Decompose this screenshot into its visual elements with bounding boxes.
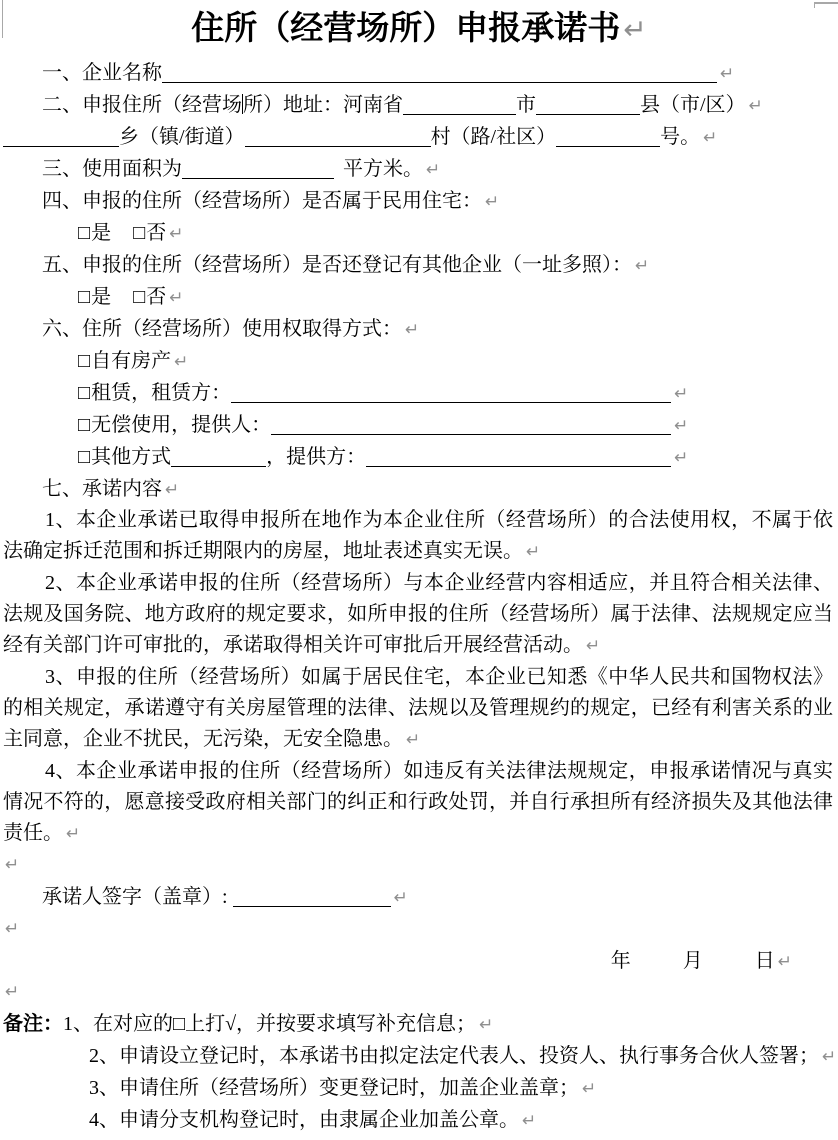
checkbox-own-property[interactable]: □ bbox=[78, 350, 92, 372]
notes-label: 备注： bbox=[3, 1013, 63, 1035]
empty-paragraph bbox=[0, 977, 838, 1008]
paragraph-mark-icon: ↵ bbox=[485, 192, 500, 212]
usage-right-label: 六、住所（经营场所）使用权取得方式： bbox=[42, 318, 402, 340]
residential-no-label: 否 bbox=[146, 222, 167, 244]
commitment-paragraph-2 bbox=[0, 568, 838, 662]
note-line-1 bbox=[0, 1008, 838, 1040]
paragraph-mark-icon: ↵ bbox=[777, 952, 792, 972]
item-company-name-line bbox=[0, 57, 838, 89]
free-use-label: 无偿使用，提供人： bbox=[91, 414, 272, 436]
paragraph-mark-icon: ↵ bbox=[822, 1047, 837, 1067]
residential-options-line bbox=[0, 217, 838, 249]
blank-signature[interactable] bbox=[233, 886, 391, 907]
paragraph-mark-icon: ↵ bbox=[169, 288, 184, 308]
empty-paragraph bbox=[0, 914, 838, 945]
paragraph-mark-icon: ↵ bbox=[720, 64, 735, 84]
checkbox-free-use[interactable]: □ bbox=[78, 414, 92, 436]
number-label: 号。 bbox=[660, 126, 701, 148]
item-address-line bbox=[0, 89, 838, 121]
commitment-header-label: 七、承诺内容 bbox=[42, 478, 162, 500]
item-address-line2 bbox=[0, 121, 838, 153]
item-usage-right-line bbox=[0, 313, 838, 345]
paragraph-mark-icon: ↵ bbox=[582, 1079, 597, 1099]
item-area-line bbox=[0, 153, 838, 185]
residential-question-label: 四、申报的住所（经营场所）是否属于民用住宅： bbox=[42, 190, 482, 212]
date-day-label: 日 bbox=[754, 950, 775, 972]
commitment-text-3: 3、申报的住所（经营场所）如属于居民住宅，本企业已知悉《中华人民共和国物权法》的相关规定，承诺遵守有关房屋管理的法律、法规以及管理规约的规定，已经有利害关系的业主同意，企业不扰民，无污染，无安全隐患。 bbox=[3, 666, 833, 750]
paragraph-mark-icon: ↵ bbox=[165, 480, 180, 500]
paragraph-mark-icon: ↵ bbox=[526, 542, 541, 562]
note-item-2: 2、申请设立登记时，本承诺书由拟定法定代表人、投资人、执行事务合伙人签署； bbox=[89, 1045, 819, 1067]
paragraph-mark-icon: ↵ bbox=[5, 919, 20, 939]
paragraph-mark-icon: ↵ bbox=[406, 730, 421, 750]
note-line-3 bbox=[0, 1072, 838, 1104]
paragraph-mark-icon: ↵ bbox=[174, 352, 189, 372]
note-item-4: 4、申请分支机构登记时，由隶属企业加盖公章。 bbox=[89, 1109, 519, 1131]
date-year-label: 年 bbox=[610, 950, 631, 972]
blank-other-method[interactable] bbox=[171, 446, 266, 467]
area-unit-label: 平方米。 bbox=[343, 158, 423, 180]
paragraph-mark-icon: ↵ bbox=[5, 982, 20, 1002]
paragraph-mark-icon: ↵ bbox=[674, 384, 689, 404]
area-label: 三、使用面积为 bbox=[42, 158, 182, 180]
paragraph-mark-icon: ↵ bbox=[393, 888, 408, 908]
paragraph-mark-icon: ↵ bbox=[66, 824, 81, 844]
address-label-suffix: 所）地址： bbox=[243, 94, 343, 116]
multi-license-question-label: 五、申报的住所（经营场所）是否还登记有其他企业（一址多照）： bbox=[42, 254, 632, 276]
item-multi-license-line bbox=[0, 249, 838, 281]
commitment-text-1: 1、本企业承诺已取得申报所在地作为本企业住所（经营场所）的合法使用权，不属于依法确定拆迁范围和拆迁期限内的房屋，地址表述真实无误。 bbox=[3, 509, 833, 562]
text-boundary-mark-left bbox=[2, 0, 3, 38]
commitment-text-4: 4、本企业承诺申报的住所（经营场所）如违反有关法律法规规定，申报承诺情况与真实情况不符的，愿意接受政府相关部门的纠正和行政处罚，并自行承担所有经济损失及其他法律责任。 bbox=[3, 760, 833, 844]
commitment-paragraph-4 bbox=[0, 756, 838, 850]
note-line-2 bbox=[0, 1040, 838, 1072]
blank-village-name[interactable] bbox=[245, 126, 431, 147]
checkbox-residential-yes[interactable]: □ bbox=[78, 222, 92, 244]
checkbox-multi-license-yes[interactable]: □ bbox=[78, 286, 92, 308]
commitment-paragraph-1 bbox=[0, 505, 838, 568]
note-item-3: 3、申请住所（经营场所）变更登记时，加盖企业盖章； bbox=[89, 1077, 579, 1099]
paragraph-mark-icon: ↵ bbox=[674, 416, 689, 436]
township-label: 乡（镇/街道） bbox=[119, 126, 245, 148]
province-value: 河南省 bbox=[343, 94, 403, 116]
paragraph-mark-icon: ↵ bbox=[586, 636, 601, 656]
checkbox-lease[interactable]: □ bbox=[78, 382, 92, 404]
option-own-property-line bbox=[0, 345, 838, 377]
checkbox-residential-no[interactable]: □ bbox=[133, 222, 147, 244]
note-line-4 bbox=[0, 1104, 838, 1136]
date-month-label: 月 bbox=[682, 950, 703, 972]
blank-provider-party[interactable] bbox=[366, 446, 671, 467]
blank-area-value[interactable] bbox=[182, 158, 334, 179]
item-residential-line bbox=[0, 185, 838, 217]
address-label-prefix: 二、申报住所（经营场 bbox=[42, 94, 242, 116]
paragraph-mark-icon: ↵ bbox=[5, 855, 20, 875]
text-boundary-mark-right bbox=[814, 2, 838, 8]
page-title: 住所（经营场所）申报承诺书 bbox=[191, 11, 621, 47]
paragraph-mark-icon: ↵ bbox=[703, 128, 718, 148]
multi-license-no-label: 否 bbox=[146, 286, 167, 308]
signature-line bbox=[0, 881, 838, 914]
signature-label: 承诺人签字（盖章）: bbox=[42, 886, 233, 908]
blank-street-number[interactable] bbox=[556, 126, 660, 147]
company-name-label: 一、企业名称 bbox=[42, 62, 162, 84]
other-provider-label: ，提供方： bbox=[266, 446, 367, 468]
lease-label: 租赁，租赁方： bbox=[91, 382, 232, 404]
paragraph-mark-icon: ↵ bbox=[522, 1111, 537, 1131]
date-line bbox=[0, 945, 838, 977]
checkbox-other-method[interactable]: □ bbox=[78, 446, 92, 468]
paragraph-mark-icon: ↵ bbox=[169, 224, 184, 244]
other-method-label: 其他方式 bbox=[91, 446, 172, 468]
blank-provider-person[interactable] bbox=[271, 414, 671, 435]
commitment-paragraph-3 bbox=[0, 662, 838, 756]
option-lease-line bbox=[0, 377, 838, 409]
paragraph-mark-icon: ↵ bbox=[748, 96, 763, 116]
village-label: 村（路/社区） bbox=[430, 126, 557, 148]
blank-township-name[interactable] bbox=[3, 126, 119, 147]
paragraph-mark-icon: ↵ bbox=[674, 448, 689, 468]
blank-lessor-name[interactable] bbox=[231, 382, 671, 403]
paragraph-mark-icon: ↵ bbox=[635, 256, 650, 276]
checkbox-multi-license-no[interactable]: □ bbox=[133, 286, 147, 308]
city-label: 市 bbox=[516, 94, 536, 116]
option-other-line bbox=[0, 441, 838, 473]
own-property-label: 自有房产 bbox=[91, 350, 172, 372]
multi-license-options-line bbox=[0, 281, 838, 313]
commitment-text-2: 2、本企业承诺申报的住所（经营场所）与本企业经营内容相适应，并且符合相关法律、法规及国务院、地方政府的规定要求，如所申报的住所（经营场所）属于法律、法规规定应当经有关部门许可审批的，承诺取得相关许可审批后开展经营活动。 bbox=[3, 572, 833, 656]
residential-yes-label: 是 bbox=[91, 222, 112, 244]
blank-city-name[interactable] bbox=[403, 94, 516, 115]
paragraph-mark-icon: ↵ bbox=[405, 320, 420, 340]
multi-license-yes-label: 是 bbox=[91, 286, 112, 308]
note-item-1: 1、在对应的□上打√，并按要求填写补充信息； bbox=[63, 1013, 477, 1035]
title-line bbox=[0, 4, 838, 55]
paragraph-mark-icon: ↵ bbox=[623, 13, 647, 46]
county-label: 县（市/区） bbox=[640, 94, 746, 116]
option-free-use-line bbox=[0, 409, 838, 441]
blank-county-name[interactable] bbox=[536, 94, 640, 115]
paragraph-mark-icon: ↵ bbox=[479, 1015, 494, 1035]
empty-paragraph bbox=[0, 850, 838, 881]
item-commitment-header-line bbox=[0, 473, 838, 505]
paragraph-mark-icon: ↵ bbox=[426, 160, 441, 180]
blank-company-name[interactable] bbox=[162, 62, 717, 83]
